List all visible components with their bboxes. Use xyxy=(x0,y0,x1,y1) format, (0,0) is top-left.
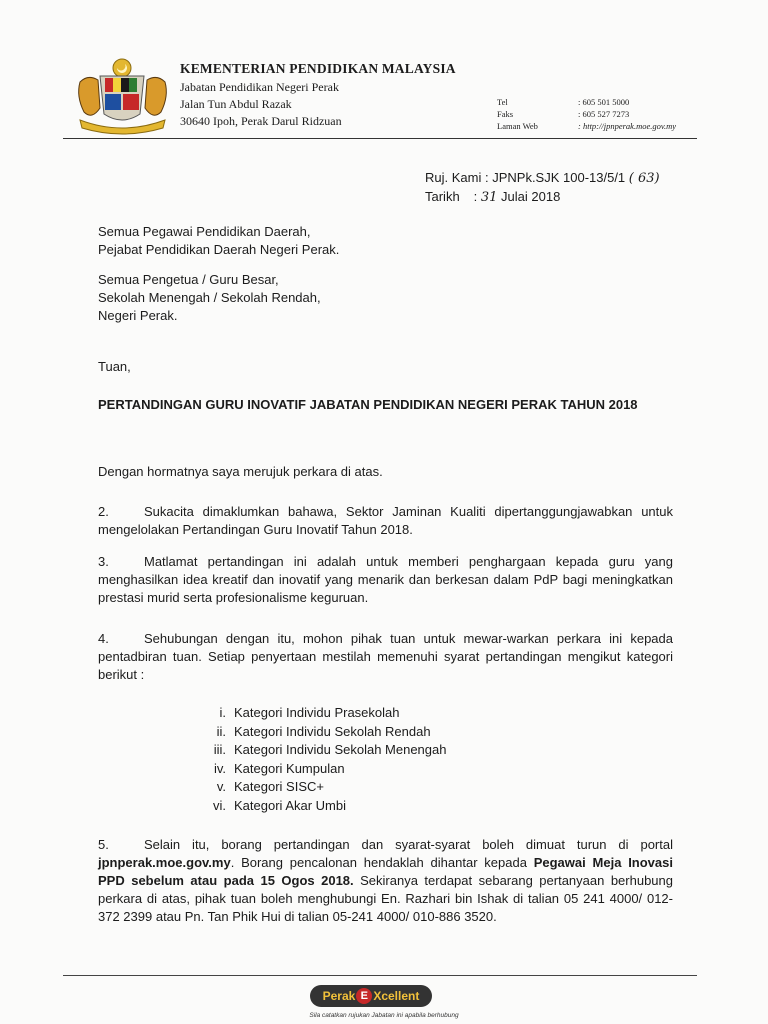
logo-e-mark: E xyxy=(356,988,372,1004)
list-item-number: i. xyxy=(219,705,226,720)
salutation: Tuan, xyxy=(98,359,131,374)
letter-subject: PERTANDINGAN GURU INOVATIF JABATAN PENDIDIKAN NEGERI PERAK TAHUN 2018 xyxy=(98,397,638,412)
fax-value: : 605 527 7273 xyxy=(578,109,630,119)
list-item-number: ii. xyxy=(216,723,226,739)
logo-text: Xcellent xyxy=(373,989,420,1003)
date-colon: : xyxy=(473,189,478,204)
paragraph-2 xyxy=(98,503,673,539)
date-label: Tarikh xyxy=(425,189,460,204)
list-item-text: Kategori Individu Sekolah Rendah xyxy=(234,723,431,739)
paragraph-text: Sekiranya terdapat sebarang pertanyaan berhubung perkara di atas, pihak tuan boleh menghubungi En. Razhari bin Ishak di talian 05 241 4000/ 012-372 2399 atau Pn. Tan Phik Hui di talian 05-241 4000/ 010-886 3520. xyxy=(98,873,674,924)
reference-line xyxy=(425,170,660,186)
street-address: Jalan Tun Abdul Razak xyxy=(180,97,292,111)
list-item xyxy=(190,797,446,816)
category-list xyxy=(190,704,446,816)
list-item xyxy=(190,723,446,742)
list-item-text: Kategori SISC+ xyxy=(234,779,324,795)
paragraph-4 xyxy=(98,630,673,684)
ref-handwritten-number: ( 63) xyxy=(628,171,660,186)
list-item-number: vi. xyxy=(213,797,226,813)
list-item-number: v. xyxy=(216,779,226,795)
department-name: Jabatan Pendidikan Negeri Perak xyxy=(180,80,339,94)
tel-value: : 605 501 5000 xyxy=(578,97,630,107)
list-item-text: Kategori Kumpulan xyxy=(234,760,345,776)
logo-text: Perak xyxy=(322,989,356,1003)
paragraph-number: 4. xyxy=(98,631,109,646)
opening-paragraph: Dengan hormatnya saya merujuk perkara di atas. xyxy=(98,464,383,479)
paragraph-text: Sukacita dimaklumkan bahawa, Sektor Jaminan Kualiti dipertanggungjawabkan untuk mengelolakan Pertandingan Guru Inovatif Tahun 2018. xyxy=(98,504,673,537)
paragraph-text: Selain itu, borang pertandingan dan syarat-syarat boleh dimuat turun di portal xyxy=(144,837,673,852)
recipient-line: Sekolah Menengah / Sekolah Rendah, xyxy=(98,290,321,305)
header-divider xyxy=(63,138,697,139)
paragraph-number: 2. xyxy=(98,504,109,519)
date-month-year: Julai 2018 xyxy=(501,189,561,204)
coat-of-arms-logo xyxy=(70,56,175,136)
list-item-text: Kategori Individu Sekolah Menengah xyxy=(234,742,447,758)
ministry-name: KEMENTERIAN PENDIDIKAN MALAYSIA xyxy=(180,61,456,76)
fax-label: Faks xyxy=(497,109,514,119)
city-address: 30640 Ipoh, Perak Darul Ridzuan xyxy=(180,114,342,128)
recipient-line: Semua Pengetua / Guru Besar, xyxy=(98,272,279,287)
paragraph-number: 5. xyxy=(98,837,109,852)
recipient-line: Semua Pegawai Pendidikan Daerah, xyxy=(98,224,311,239)
date-handwritten-day: 31 xyxy=(480,190,498,205)
footer-tagline: Sila catatkan rujukan Jabatan ini apabila berhubung xyxy=(309,1012,459,1019)
date-line xyxy=(425,189,560,205)
list-item xyxy=(190,760,446,779)
list-item xyxy=(190,778,446,797)
list-item xyxy=(190,741,446,760)
recipient-line: Pejabat Pendidikan Daerah Negeri Perak. xyxy=(98,242,340,257)
footer-divider xyxy=(63,975,697,976)
list-item xyxy=(190,704,446,723)
web-label: Laman Web xyxy=(497,121,538,131)
ref-label: Ruj. Kami xyxy=(425,170,482,185)
recipient-line: Negeri Perak. xyxy=(98,308,178,323)
recipient-block-1 xyxy=(98,223,339,259)
tel-label: Tel xyxy=(497,97,508,107)
portal-link-text: jpnperak.moe.gov.my xyxy=(98,855,231,870)
recipient-block-2 xyxy=(98,271,321,325)
paragraph-text: . Borang pencalonan hendaklah dihantar kepada xyxy=(230,855,534,870)
list-item-text: Kategori Akar Umbi xyxy=(234,797,346,813)
list-item-text: Kategori Individu Prasekolah xyxy=(234,705,400,720)
paragraph-3 xyxy=(98,553,673,607)
deadline-text: Pegawai Meja Inovasi PPD sebelum atau pada 15 Ogos 2018. xyxy=(98,855,673,888)
web-value: : http://jpnperak.moe.gov.my xyxy=(578,121,677,131)
perak-excellent-logo xyxy=(310,985,432,1007)
list-item-number: iv. xyxy=(213,760,226,776)
list-item-number: iii. xyxy=(213,742,226,758)
paragraph-text: Sehubungan dengan itu, mohon pihak tuan untuk mewar-warkan perkara ini kepada pentadbiran tuan. Setiap penyertaan mestilah memenuhi syarat pertandingan mengikut kategori berikut : xyxy=(98,631,673,682)
paragraph-5 xyxy=(98,836,673,926)
paragraph-text: Matlamat pertandingan ini adalah untuk memberi penghargaan kepada guru yang menghasilkan idea kreatif dan inovatif yang menarik dan berkesan dalam PdP bagi meningkatkan prestasi murid serta profesionalisme keguruan. xyxy=(98,554,673,605)
ref-value: : JPNPk.SJK 100-13/5/1 xyxy=(484,170,626,185)
paragraph-number: 3. xyxy=(98,554,109,569)
